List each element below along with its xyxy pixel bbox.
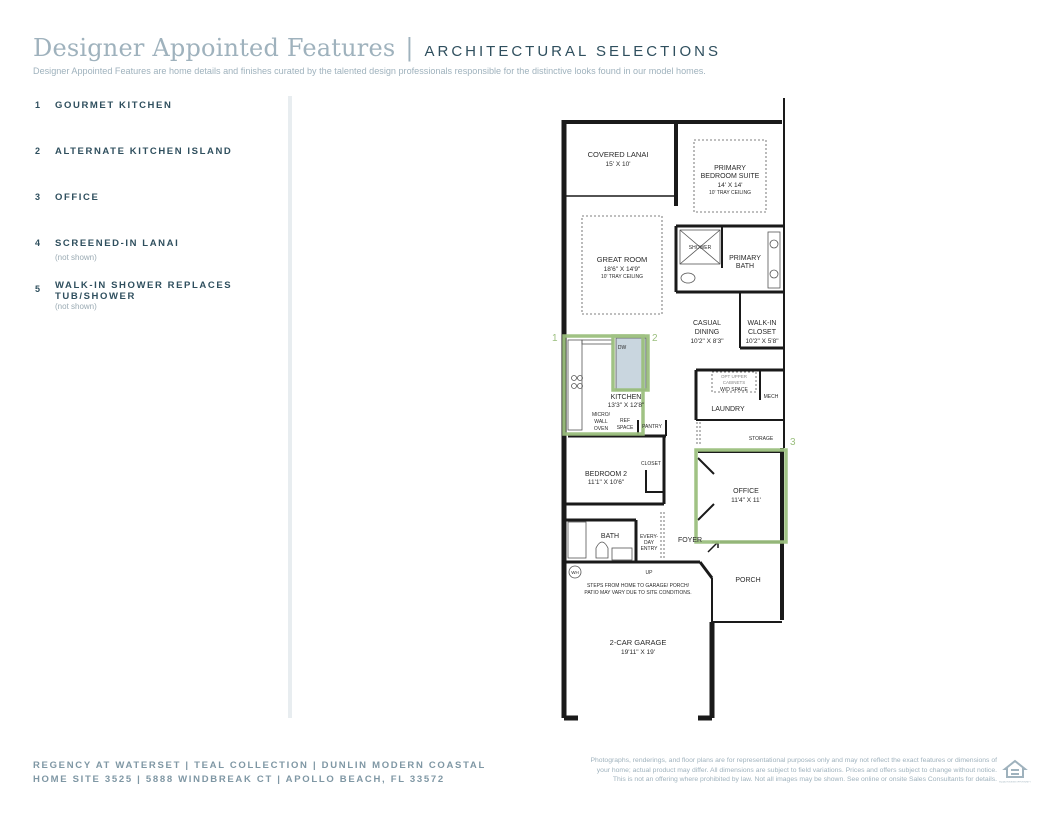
sink-2-counter (612, 548, 632, 560)
bed2-name: BEDROOM 2 (584, 471, 628, 478)
dining-dim: 10'2" X 8'3" (690, 338, 724, 345)
porch-label: PORCH (735, 577, 761, 584)
mech-label: MECH (763, 394, 779, 400)
marker-1: 1 (552, 333, 558, 344)
dining-name-1: CASUAL (692, 320, 722, 327)
great-dim: 18'6" X 14'9" (603, 266, 641, 273)
hall-dash (697, 422, 700, 446)
sink-2 (770, 270, 778, 278)
micro-3: OVEN (593, 426, 609, 432)
title-divider: | (405, 34, 414, 62)
entry-dash (661, 512, 664, 558)
pbath-name-1: PRIMARY (729, 255, 761, 262)
ref-2: SPACE (616, 425, 634, 431)
disclaimer (517, 756, 997, 785)
foyer-label: FOYER (677, 537, 703, 544)
counter-inner (582, 340, 612, 344)
sink-1 (770, 240, 778, 248)
garage-dim: 19'11" X 19' (621, 649, 655, 656)
micro-2: WALL (594, 419, 608, 425)
office-wall-diag (698, 458, 714, 520)
feature-number: 3 (35, 192, 41, 202)
up-label: UP (645, 570, 653, 576)
feature-item (35, 280, 255, 311)
pbath-name-2: BATH (735, 263, 755, 270)
great-ceiling: 10' TRAY CEILING (600, 274, 644, 280)
feature-label: ALTERNATE KITCHEN ISLAND (55, 146, 233, 157)
disclaimer-line: This is not an offering where prohibited by law. Not all images may be shown. See online or onsite Sales Consultants for details. (612, 776, 997, 783)
closet2-wall (646, 470, 664, 492)
cooktop-3 (572, 384, 577, 389)
feature-number: 4 (35, 238, 41, 248)
great-name: GREAT ROOM (596, 255, 648, 264)
feature-label: GOURMET KITCHEN (55, 100, 173, 111)
everyday-1: EVERY- (639, 534, 659, 540)
page-title: Designer Appointed Features (33, 34, 396, 62)
divider-line (288, 96, 292, 718)
feature-label: WALK-IN SHOWER REPLACES TUB/SHOWER (55, 280, 233, 302)
pantry-label: PANTRY (642, 424, 662, 430)
office-dim: 11'4" X 11' (731, 497, 761, 504)
feature-number: 5 (35, 284, 41, 294)
feature-label: SCREENED-IN LANAI (55, 238, 180, 249)
counter-left (568, 340, 582, 430)
primary-name-2: BEDROOM SUITE (700, 173, 760, 180)
primary-ceiling: 10' TRAY CEILING (708, 190, 752, 196)
laundry-label: LAUNDRY (711, 406, 745, 413)
bathtub (568, 522, 586, 558)
footer-address: HOME SITE 3525 | 5888 WINDBREAK CT | APOLLO BEACH, FL 33572 (33, 774, 445, 785)
feature-note: (not shown) (55, 253, 97, 262)
marker-2: 2 (652, 333, 658, 344)
page-subtitle: ARCHITECTURAL SELECTIONS (424, 43, 721, 60)
great-tray (582, 216, 662, 314)
ref-1: REF (620, 418, 630, 424)
disclaimer-line: Photographs, renderings, and floor plans are for representational purposes only and may not reflect the exact features or dimensions of (590, 757, 997, 764)
primary-name-1: PRIMARY (714, 165, 746, 172)
cooktop-1 (572, 376, 577, 381)
kitchen-name: KITCHEN (610, 394, 642, 401)
page-header (33, 34, 721, 62)
intro-text: Designer Appointed Features are home details and finishes curated by the talented design professionals responsible for the distinctive looks found in our model homes. (33, 66, 706, 76)
wd-label: W/D SPACE (720, 387, 748, 393)
garage-top2 (700, 562, 712, 578)
steps-note-1: STEPS FROM HOME TO GARAGE/ PORCH/ (586, 583, 690, 589)
feature-label: OFFICE (55, 192, 100, 203)
everyday-3: ENTRY (640, 546, 658, 552)
dining-name-2: DINING (694, 329, 720, 336)
footer-community: REGENCY AT WATERSET | TEAL COLLECTION | DUNLIN MODERN COASTAL (33, 760, 486, 771)
closet-label: CLOSET (640, 461, 662, 467)
dw-label: DW (617, 345, 627, 351)
feature-item (35, 100, 255, 111)
feature-note: (not shown) (55, 302, 97, 311)
garage-name: 2-CAR GARAGE (609, 638, 667, 647)
primary-dim: 14' X 14' (717, 182, 743, 189)
everyday-2: DAY (644, 540, 654, 546)
walkin-dim: 10'2" X 5'8" (745, 338, 779, 345)
eho-text: EQUAL HOUSING OPPORTUNITY (999, 781, 1031, 784)
floor-plan (540, 92, 800, 722)
office-name: OFFICE (733, 488, 759, 495)
feature-item (35, 146, 255, 157)
feature-item (35, 238, 255, 262)
opt-cab-2: CABINETS (722, 380, 746, 385)
highlight-office (696, 450, 786, 542)
feature-number: 1 (35, 100, 41, 110)
micro-1: MICRO/ (591, 412, 611, 418)
lanai-name: COVERED LANAI (587, 150, 649, 159)
disclaimer-line: your home; actual product may differ. All dimensions are subject to field variations. Prices and offers subject to change without notice. (596, 766, 997, 774)
feature-number: 2 (35, 146, 41, 156)
shower-label: SHOWER (688, 245, 712, 251)
opt-cab-1: OPT UPPER (721, 374, 747, 379)
kitchen-dim: 13'3" X 12'8" (607, 402, 645, 409)
bath-label: BATH (600, 533, 620, 540)
equal-housing-icon (999, 758, 1031, 784)
steps-note-2: PATIO MAY VARY DUE TO SITE CONDITIONS. (584, 590, 692, 596)
toilet-2 (596, 542, 608, 558)
walkin-name-2: CLOSET (747, 329, 777, 336)
storage-label: STORAGE (748, 436, 774, 442)
walkin-name-1: WALK-IN (747, 320, 777, 327)
lanai-dim: 15' X 10' (605, 161, 631, 168)
bed2-dim: 11'1" X 10'6" (587, 479, 625, 486)
toilet-primary (681, 273, 695, 283)
wh-label: WH (571, 570, 579, 575)
feature-item (35, 192, 255, 203)
marker-3: 3 (790, 437, 796, 448)
